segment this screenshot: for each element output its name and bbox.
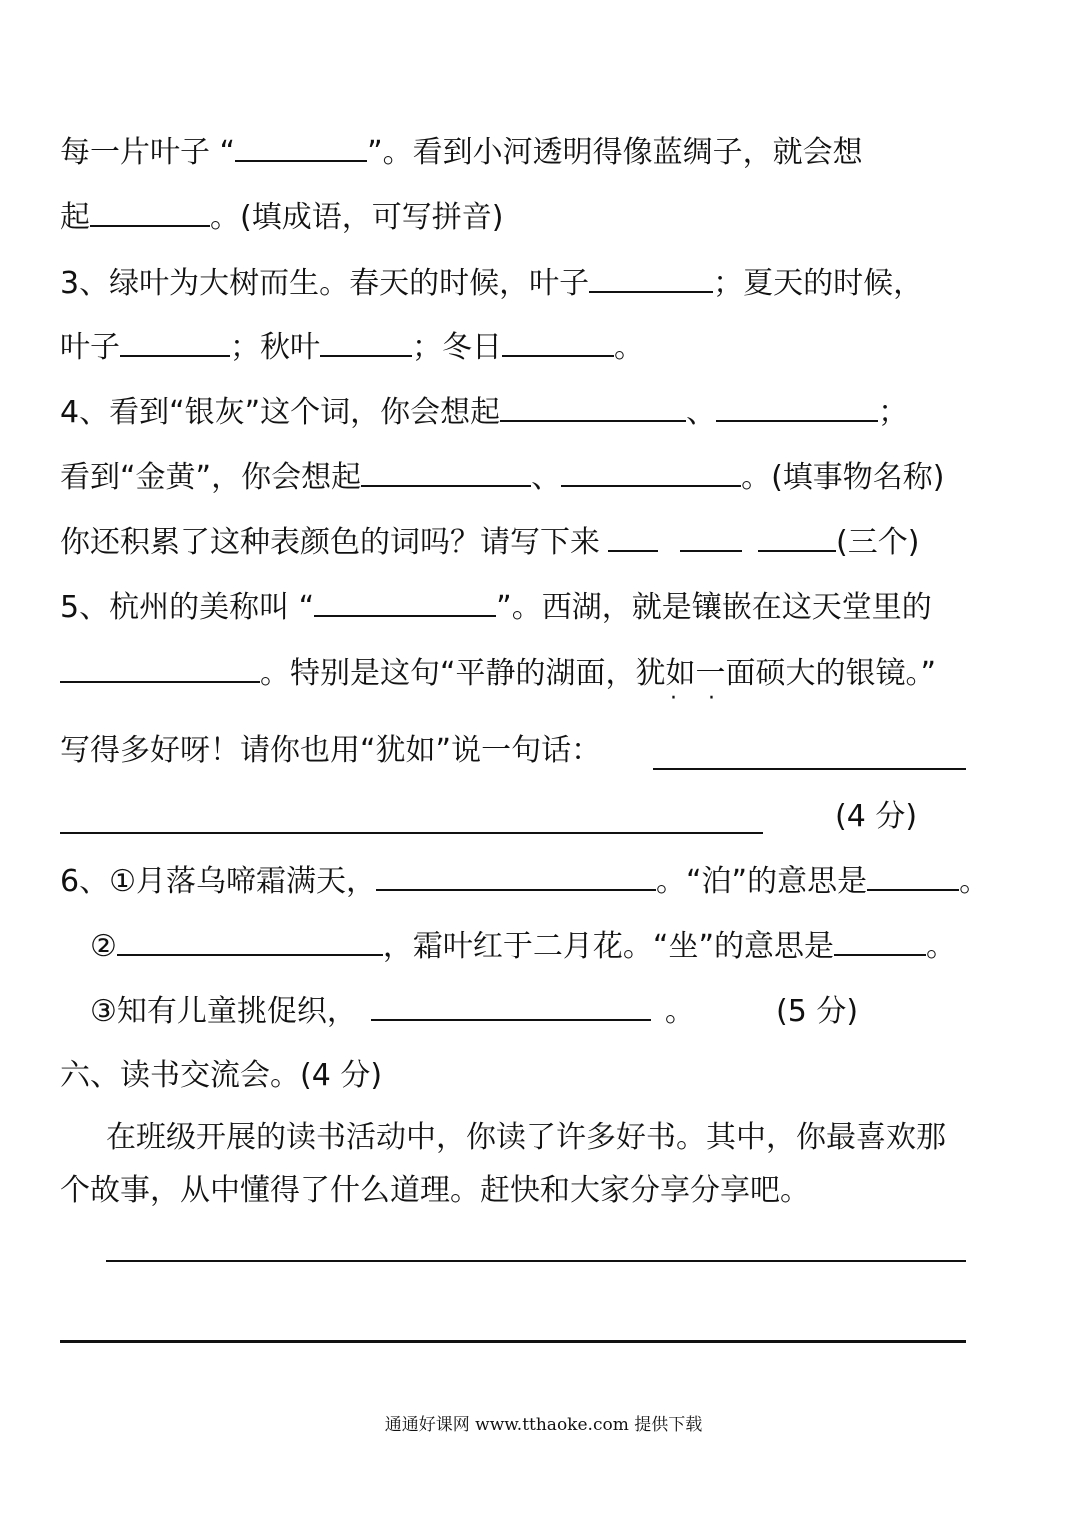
q4-text-2c: 。(填事物名称): [741, 460, 945, 495]
q2-text-1b: ”。看到小河透明得像蓝绸子，就会想: [367, 135, 863, 170]
q4-text-2b: 、: [531, 460, 562, 495]
q4-text-2a: 看到“金黄”，你会想起: [60, 460, 362, 495]
q3-blank-summer[interactable]: [120, 328, 230, 357]
q3-text-1b: ；夏天的时候，: [713, 266, 924, 301]
q3-text-1a: 3、绿叶为大树而生。春天的时候，叶子: [60, 266, 590, 301]
section6-paragraph-1: 在班级开展的读书活动中，你读了许多好书。其中，你最喜欢那: [106, 1120, 946, 1155]
q6-blank-zuo-meaning[interactable]: [834, 927, 926, 956]
q5-line-3: [60, 731, 601, 771]
section6-answer-line-2[interactable]: [60, 1340, 966, 1343]
q3-line-1: [60, 264, 923, 304]
q6-line-2: [90, 927, 956, 967]
q4-blank-gold-1[interactable]: [361, 458, 531, 487]
q4-blank-color-1[interactable]: [608, 523, 658, 552]
q3-blank-winter[interactable]: [502, 328, 614, 357]
q6-text-3b: 。: [664, 994, 695, 1029]
q6-text-1a: 6、①月落乌啼霜满天，: [60, 864, 376, 899]
q2-text-2a: 起: [60, 200, 90, 235]
q4-text-3b: (三个): [836, 525, 920, 560]
section6-title: 六、读书交流会。(4 分): [60, 1058, 383, 1093]
q4-line-2: [60, 458, 945, 498]
q5-score: (4 分): [835, 799, 918, 834]
q3-blank-autumn[interactable]: [320, 328, 412, 357]
q3-text-2d: 。: [614, 330, 644, 365]
q4-text-3a: 你还积累了这种表颜色的词吗？请写下来: [60, 525, 600, 560]
q2-blank-1[interactable]: [235, 133, 367, 162]
q5-text-1a: 5、杭州的美称叫 “: [60, 590, 315, 625]
q6-blank-bo-meaning[interactable]: [867, 862, 959, 891]
q4-blank-gold-2[interactable]: [561, 458, 741, 487]
q6-blank-poem-3[interactable]: [371, 992, 651, 1021]
q4-line-1: [60, 393, 908, 433]
q3-blank-spring[interactable]: [589, 264, 713, 293]
q4-blank-color-3[interactable]: [758, 523, 836, 552]
q5-text-2a: 。特别是这句“平静的湖面，犹如一面硕大的银镜。”: [260, 656, 937, 691]
q5-blank-westlake[interactable]: [60, 654, 260, 683]
q2-text-1a: 每一片叶子 “: [60, 135, 236, 170]
q6-line-1: [60, 862, 989, 902]
q6-text-1c: 。: [959, 864, 990, 899]
section6-paragraph-2: 个故事，从中懂得了什么道理。赶快和大家分享分享吧。: [60, 1173, 810, 1208]
q6-text-3a: ③知有儿童挑促织，: [90, 994, 357, 1029]
footer-source: 通通好课网 www.tthaoke.com 提供下载: [384, 1415, 703, 1435]
q4-text-1a: 4、看到“银灰”这个词，你会想起: [60, 395, 501, 430]
q5-answer-line-2[interactable]: [60, 832, 763, 834]
q2-line-1: [60, 133, 863, 173]
q4-line-3: [60, 523, 919, 563]
q4-blank-color-2[interactable]: [680, 523, 742, 552]
q2-text-2b: 。(填成语，可写拼音): [210, 200, 504, 235]
q4-text-1c: ；: [878, 395, 909, 430]
q6-text-2a: ②: [90, 929, 117, 964]
q5-line-1: [60, 588, 932, 628]
q6-text-2b: ，霜叶红于二月花。“坐”的意思是: [382, 929, 834, 964]
q5-text-3a: 写得多好呀！请你也用“犹如”说一句话：: [60, 733, 602, 768]
q3-text-2a: 叶子: [60, 330, 120, 365]
q4-blank-silver-2[interactable]: [716, 393, 878, 422]
q5-text-1b: ”。西湖，就是镶嵌在这天堂里的: [496, 590, 932, 625]
q6-score: (5 分): [776, 994, 859, 1029]
q4-blank-silver-1[interactable]: [500, 393, 686, 422]
section6-answer-line-1[interactable]: [106, 1260, 966, 1262]
q2-blank-2[interactable]: [90, 198, 210, 227]
q5-blank-nickname[interactable]: [314, 588, 496, 617]
q6-blank-poem-2[interactable]: [117, 927, 383, 956]
q3-line-2: [60, 328, 644, 368]
q5-answer-line-1[interactable]: [653, 768, 966, 770]
q4-text-1b: 、: [686, 395, 717, 430]
q3-text-2b: ；秋叶: [230, 330, 320, 365]
q6-text-2c: 。: [926, 929, 956, 964]
q5-line-2: [60, 654, 936, 694]
q6-line-3: [90, 992, 695, 1032]
q6-text-1b: 。“泊”的意思是: [655, 864, 868, 899]
q2-line-2: [60, 198, 503, 238]
q3-text-2c: ；冬日: [412, 330, 502, 365]
emphasis-dots: · ·: [670, 686, 727, 711]
q6-blank-poem-1[interactable]: [376, 862, 656, 891]
